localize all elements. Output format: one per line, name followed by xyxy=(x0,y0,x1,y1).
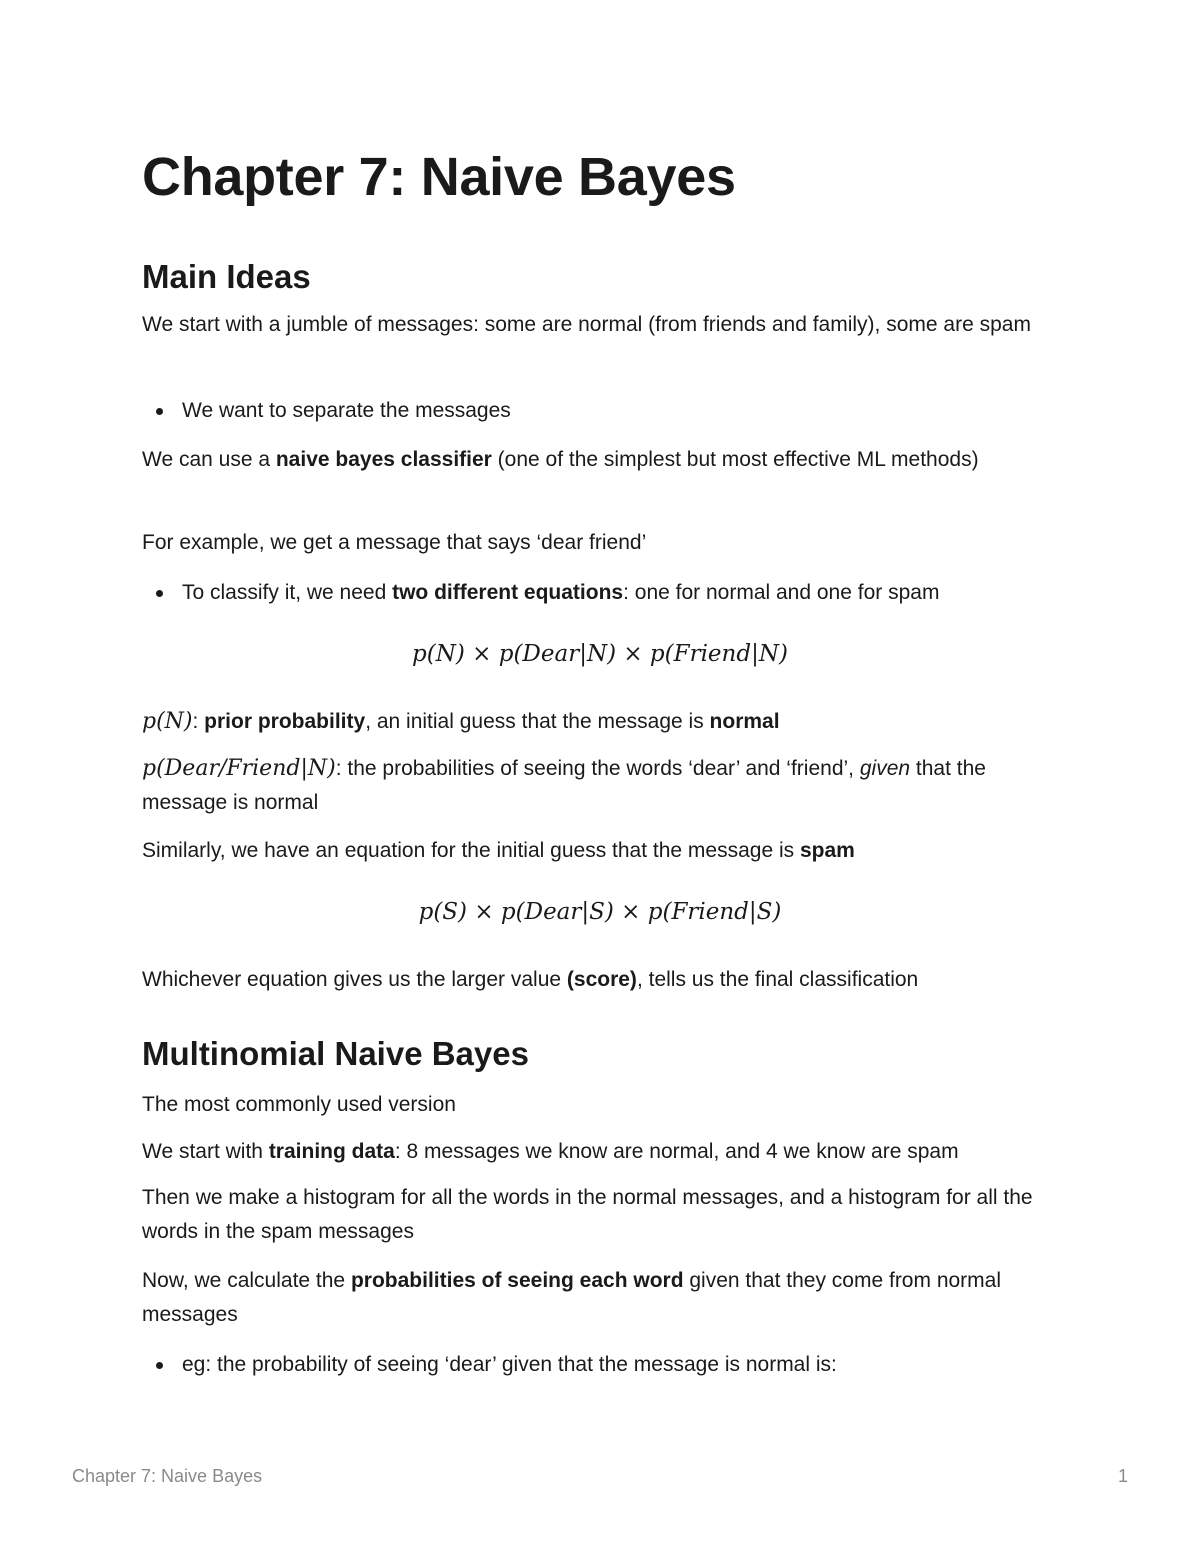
footer-title: Chapter 7: Naive Bayes xyxy=(72,1466,263,1486)
page-title: Chapter 7: Naive Bayes xyxy=(142,147,736,207)
paragraph-prior: p(N): prior probability, an initial guess that the message is normal xyxy=(142,709,780,734)
bullet-dear-probability: eg: the probability of seeing ‘dear’ given that the message is normal is: xyxy=(182,1348,1062,1382)
paragraph-histogram: Then we make a histogram for all the words in the normal messages, and a histogram for all the words in the spam messages xyxy=(142,1186,1033,1243)
bullet-separate: We want to separate the messages xyxy=(182,394,1062,428)
footer-page-number: 1 xyxy=(1118,1466,1129,1486)
paragraph-common-version: The most commonly used version xyxy=(142,1093,456,1116)
paragraph-probabilities: Now, we calculate the probabilities of seeing each word given that they come from normal messages xyxy=(142,1269,1002,1326)
main-ideas-heading: Main Ideas xyxy=(142,258,311,295)
paragraph-similarly: Similarly, we have an equation for the initial guess that the message is spam xyxy=(142,839,855,862)
paragraph-whichever: Whichever equation gives us the larger value (score), tells us the final classification xyxy=(142,968,919,991)
paragraph-classifier: We can use a naive bayes classifier (one of the simplest but most effective ML methods) xyxy=(142,448,979,471)
paragraph-example: For example, we get a message that says ‘dear friend’ xyxy=(142,531,647,554)
equation-normal: p(N) × p(Dear|N) × p(Friend|N) xyxy=(412,641,788,667)
multinomial-heading: Multinomial Naive Bayes xyxy=(142,1035,529,1072)
paragraph-jumble: We start with a jumble of messages: some are normal (from friends and family), some are spam xyxy=(142,313,1031,336)
equation-spam: p(S) × p(Dear|S) × p(Friend|S) xyxy=(418,899,782,925)
bullet-two-equations: To classify it, we need two different equations: one for normal and one for spam xyxy=(182,576,1062,610)
paragraph-training-data: We start with training data: 8 messages we know are normal, and 4 we know are spam xyxy=(142,1140,959,1163)
paragraph-conditional: p(Dear/Friend|N): the probabilities of seeing the words ‘dear’ and ‘friend’, given that the message is normal xyxy=(142,756,986,814)
